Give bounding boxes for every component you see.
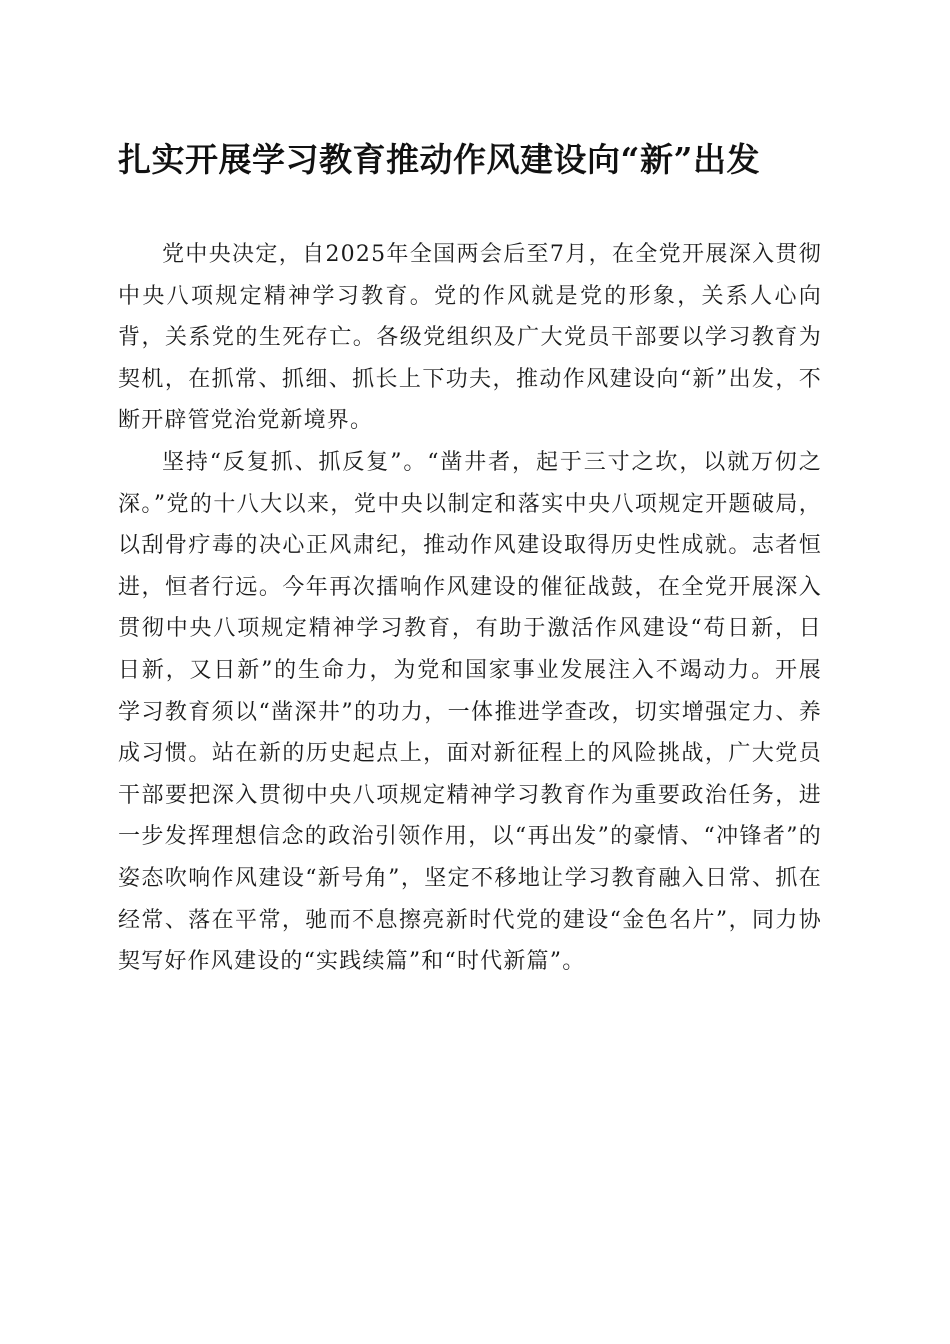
paragraph-2: 坚持“反复抓、抓反复”。“凿井者，起于三寸之坎，以就万仞之深。”党的十八大以来，党中央以制定和落实中央八项规定开题破局，以刮骨疗毒的决心正风肃纪，推动作风建设取得历史性成就。志者恒进，恒者行远。今年再次擂响作风建设的催征战鼓，在全党开展深入贯彻中央八项规定精神学习教育，有助于激活作风建设“苟日新，日日新，又日新”的生命力，为党和国家事业发展注入不竭动力。开展学习教育须以“凿深井”的功力，一体推进学查改，切实增强定力、养成习惯。站在新的历史起点上，面对新征程上的风险挑战，广大党员干部要把深入贯彻中央八项规定精神学习教育作为重要政治任务，进一步发挥理想信念的政治引领作用，以“再出发”的豪情、“冲锋者”的姿态吹响作风建设“新号角”，坚定不移地让学习教育融入日常、抓在经常、落在平常，驰而不息擦亮新时代党的建设“金色名片”，同力协契写好作风建设的“实践续篇”和“时代新篇”。: [118, 449, 822, 975]
paragraph-1: 党中央决定，自2025年全国两会后至7月，在全党开展深入贯彻中央八项规定精神学习教育。党的作风就是党的形象，关系人心向背，关系党的生死存亡。各级党组织及广大党员干部要以学习教育为契机，在抓常、抓细、抓长上下功夫，推动作风建设向“新”出发，不断开辟管党治党新境界。: [118, 242, 822, 434]
document-title: 扎实开展学习教育推动作风建设向“新”出发: [118, 140, 760, 179]
document-body: [118, 234, 822, 983]
